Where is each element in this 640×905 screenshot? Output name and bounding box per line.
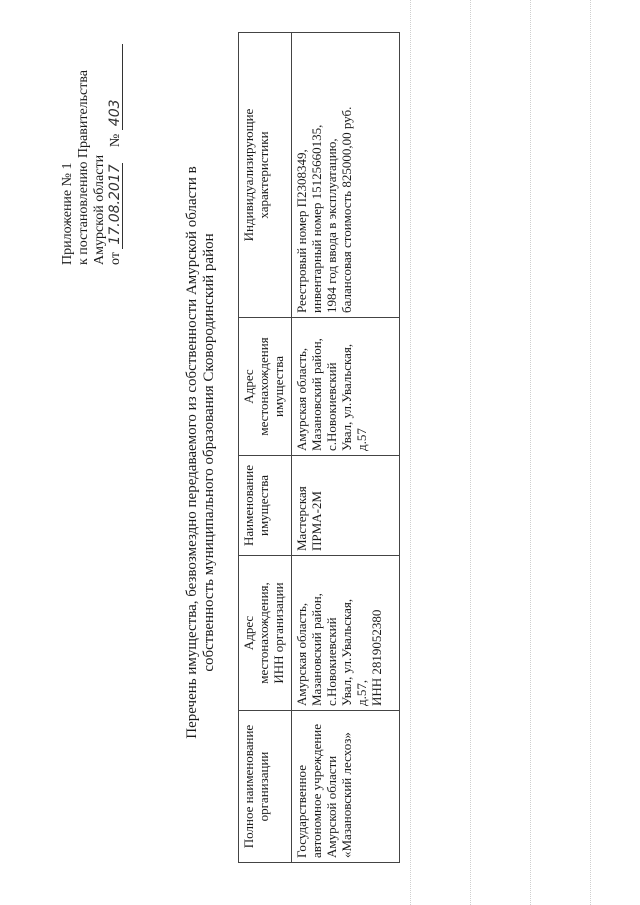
- cell-text-line: Мазановский район,: [309, 593, 324, 706]
- cell-text-line: Государственное: [294, 765, 309, 858]
- cell-text-line: Мастерская: [294, 486, 309, 551]
- cell-text-line: ИНН организации: [271, 582, 286, 684]
- cell-text-line: организации: [256, 751, 271, 822]
- cell-text-line: характеристики: [256, 131, 271, 219]
- date-number-line: [108, 25, 124, 265]
- cell-text-line: с.Новокиевский: [324, 617, 339, 706]
- cell-text-line: имущества: [271, 356, 286, 417]
- decree-line: к постановлению Правительства: [76, 69, 91, 265]
- table-header-row: [239, 33, 292, 863]
- header-characteristics: [239, 33, 292, 318]
- cell-text-line: местонахождения,: [256, 582, 271, 684]
- cell-text-line: Адрес: [241, 369, 256, 404]
- header-property-name: [239, 456, 292, 556]
- cell-text-line: имущества: [256, 475, 271, 536]
- title-line-2: собственность муниципального образования Сковородинский район: [201, 233, 217, 672]
- cell-characteristics: [292, 33, 400, 318]
- scan-artifact-line: [530, 0, 531, 905]
- cell-text-line: Увал, ул.Увальская,: [339, 598, 354, 706]
- cell-text-line: с.Новокиевский: [324, 362, 339, 451]
- cell-text-line: «Мазановский лесхоз»: [339, 732, 354, 858]
- cell-text-line: инвентарный номер 15125660135,: [309, 124, 324, 313]
- cell-text-line: ПРМА-2М: [309, 491, 324, 551]
- region-line: Амурской области: [92, 154, 107, 265]
- number-prefix: №: [108, 133, 123, 148]
- cell-text-line: Мазановский район,: [309, 338, 324, 451]
- title-line-1: Перечень имущества, безвозмездно передаваемого из собственности Амурской области в: [184, 166, 200, 739]
- handwritten-number: 403: [108, 44, 123, 130]
- scan-artifact-line: [590, 0, 591, 905]
- cell-text-line: Полное наименование: [241, 724, 256, 849]
- cell-text-line: 1984 год ввода в эксплуатацию,: [324, 138, 339, 313]
- cell-text-line: Наименование: [241, 465, 256, 546]
- cell-property-name: [292, 456, 400, 556]
- cell-text-line: Адрес: [241, 615, 256, 651]
- cell-org-name: [292, 711, 400, 863]
- cell-org-address: [292, 556, 400, 711]
- scan-artifact-line: [410, 0, 411, 905]
- cell-text-line: автономное учреждение: [309, 723, 324, 858]
- appendix-label: Приложение № 1: [60, 162, 75, 265]
- scan-artifact-line: [470, 0, 471, 905]
- cell-text-line: Увал, ул.Увальская,: [339, 343, 354, 451]
- cell-text-line: Индивидуализирующие: [241, 108, 256, 242]
- property-table: [238, 32, 400, 863]
- cell-text-line: д.57,: [354, 679, 369, 706]
- cell-text-line: балансовая стоимость 825000,00 руб.: [339, 106, 354, 313]
- handwritten-date: 17.08.2017: [108, 163, 123, 249]
- cell-text-line: местонахождения: [256, 337, 271, 436]
- appendix-header: [60, 25, 124, 265]
- cell-text-line: д.57: [354, 428, 369, 451]
- header-property-address: [239, 318, 292, 456]
- cell-text-line: Амурской области: [324, 755, 339, 858]
- document-title: [184, 0, 218, 905]
- cell-property-address: [292, 318, 400, 456]
- cell-text-line: Реестровый номер П2308349,: [294, 149, 309, 313]
- header-org-address: [239, 556, 292, 711]
- cell-text-line: ИНН 2819052380: [369, 609, 384, 706]
- date-prefix: от: [108, 252, 123, 265]
- table-row: [292, 33, 400, 863]
- cell-text-line: Амурская область,: [294, 602, 309, 706]
- cell-text-line: Амурская область,: [294, 347, 309, 451]
- header-org-name: [239, 711, 292, 863]
